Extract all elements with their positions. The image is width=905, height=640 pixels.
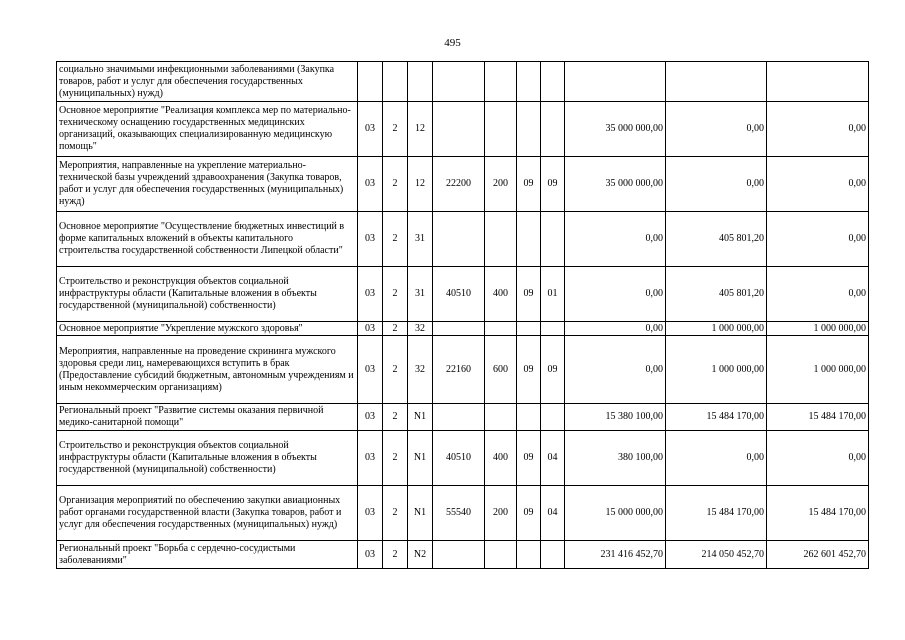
amount-cell: 1 000 000,00 — [666, 336, 767, 404]
code-cell: 03 — [358, 541, 383, 569]
amount-cell: 35 000 000,00 — [565, 157, 666, 212]
code-cell — [517, 541, 541, 569]
code-cell — [541, 212, 565, 267]
table-row — [57, 336, 869, 404]
code-cell: 40510 — [433, 267, 485, 322]
code-cell: 03 — [358, 404, 383, 431]
amount-cell: 0,00 — [565, 336, 666, 404]
row-name-cell: Строительство и реконструкция объектов социальной инфраструктуры области (Капитальные вложения в объекты государственной (муниципальной) собственности) — [57, 431, 358, 486]
code-cell: 22160 — [433, 336, 485, 404]
amount-cell: 1 000 000,00 — [767, 322, 869, 336]
code-cell: 2 — [383, 267, 408, 322]
code-cell — [541, 322, 565, 336]
code-cell: 600 — [485, 336, 517, 404]
code-cell — [433, 404, 485, 431]
code-cell: 03 — [358, 267, 383, 322]
code-cell: 200 — [485, 157, 517, 212]
code-cell: 03 — [358, 102, 383, 157]
code-cell: 09 — [517, 336, 541, 404]
amount-cell: 0,00 — [767, 267, 869, 322]
amount-cell: 15 484 170,00 — [767, 486, 869, 541]
code-cell — [383, 62, 408, 102]
code-cell: 09 — [517, 486, 541, 541]
code-cell — [517, 322, 541, 336]
code-cell: N1 — [408, 431, 433, 486]
amount-cell: 15 484 170,00 — [767, 404, 869, 431]
code-cell: 09 — [541, 336, 565, 404]
code-cell — [433, 541, 485, 569]
code-cell: 09 — [517, 157, 541, 212]
code-cell: 32 — [408, 322, 433, 336]
row-name-cell: Основное мероприятие "Реализация комплекса мер по материально-техническому оснащению государственных медицинских организаций, оказывающих специализированную медицинскую помощь" — [57, 102, 358, 157]
row-name-cell: Региональный проект "Развитие системы оказания первичной медико-санитарной помощи" — [57, 404, 358, 431]
row-name-cell: Основное мероприятие "Осуществление бюджетных инвестиций в форме капитальных вложений в объекты капитального строительства государственной собственности Липецкой области" — [57, 212, 358, 267]
code-cell: 2 — [383, 336, 408, 404]
code-cell — [485, 102, 517, 157]
amount-cell: 0,00 — [666, 102, 767, 157]
code-cell: 04 — [541, 431, 565, 486]
amount-cell: 1 000 000,00 — [767, 336, 869, 404]
amount-cell: 0,00 — [767, 102, 869, 157]
code-cell: 40510 — [433, 431, 485, 486]
amount-cell: 1 000 000,00 — [666, 322, 767, 336]
table-row — [57, 431, 869, 486]
table-row — [57, 62, 869, 102]
code-cell: 2 — [383, 404, 408, 431]
code-cell — [485, 322, 517, 336]
amount-cell: 15 484 170,00 — [666, 486, 767, 541]
page-number: 495 — [444, 37, 461, 49]
amount-cell: 405 801,20 — [666, 267, 767, 322]
code-cell: 09 — [517, 431, 541, 486]
code-cell: 03 — [358, 431, 383, 486]
amount-cell: 0,00 — [767, 157, 869, 212]
code-cell: 03 — [358, 336, 383, 404]
budget-table — [56, 61, 869, 569]
code-cell — [541, 102, 565, 157]
table-row — [57, 486, 869, 541]
code-cell: 31 — [408, 267, 433, 322]
table-row — [57, 267, 869, 322]
amount-cell: 214 050 452,70 — [666, 541, 767, 569]
code-cell: 2 — [383, 322, 408, 336]
row-name-cell: социально значимыми инфекционными заболеваниями (Закупка товаров, работ и услуг для обеспечения государственных (муниципальных) нужд) — [57, 62, 358, 102]
amount-cell: 15 380 100,00 — [565, 404, 666, 431]
code-cell — [541, 541, 565, 569]
row-name-cell: Региональный проект "Борьба с сердечно-сосудистыми заболеваниями" — [57, 541, 358, 569]
code-cell: 09 — [541, 157, 565, 212]
code-cell: 2 — [383, 102, 408, 157]
code-cell — [517, 212, 541, 267]
amount-cell: 405 801,20 — [666, 212, 767, 267]
row-name-cell: Организация мероприятий по обеспечению закупки авиационных работ органами государственной власти (Закупка товаров, работ и услуг для обеспечения государственных (муниципальных) нужд) — [57, 486, 358, 541]
code-cell: 400 — [485, 431, 517, 486]
code-cell — [485, 62, 517, 102]
row-name-cell: Строительство и реконструкция объектов социальной инфраструктуры области (Капитальные вложения в объекты государственной (муниципальной) собственности) — [57, 267, 358, 322]
code-cell — [517, 404, 541, 431]
row-name-cell: Мероприятия, направленные на проведение скрининга мужского здоровья среди лиц, намеревающихся вступить в брак (Предоставление субсидий бюджетным, автономным учреждениям и иным некоммерческим организациям) — [57, 336, 358, 404]
code-cell — [358, 62, 383, 102]
code-cell: N2 — [408, 541, 433, 569]
code-cell: 2 — [383, 157, 408, 212]
amount-cell: 15 484 170,00 — [666, 404, 767, 431]
amount-cell: 231 416 452,70 — [565, 541, 666, 569]
code-cell — [433, 212, 485, 267]
amount-cell: 15 000 000,00 — [565, 486, 666, 541]
table-row — [57, 322, 869, 336]
amount-cell: 0,00 — [565, 322, 666, 336]
code-cell: 2 — [383, 541, 408, 569]
code-cell: N1 — [408, 486, 433, 541]
code-cell: N1 — [408, 404, 433, 431]
amount-cell: 35 000 000,00 — [565, 102, 666, 157]
row-name-cell: Мероприятия, направленные на укрепление материально-технической базы учреждений здравоохранения (Закупка товаров, работ и услуг для обеспечения государственных (муниципальных) нужд) — [57, 157, 358, 212]
amount-cell: 0,00 — [666, 157, 767, 212]
code-cell: 04 — [541, 486, 565, 541]
code-cell: 09 — [517, 267, 541, 322]
code-cell — [485, 541, 517, 569]
table-row — [57, 102, 869, 157]
code-cell — [485, 404, 517, 431]
table-row — [57, 212, 869, 267]
amount-cell — [767, 62, 869, 102]
code-cell: 12 — [408, 157, 433, 212]
amount-cell: 380 100,00 — [565, 431, 666, 486]
row-name-cell: Основное мероприятие "Укрепление мужского здоровья" — [57, 322, 358, 336]
code-cell: 2 — [383, 431, 408, 486]
code-cell: 03 — [358, 322, 383, 336]
amount-cell: 0,00 — [767, 431, 869, 486]
code-cell — [541, 62, 565, 102]
code-cell — [485, 212, 517, 267]
code-cell: 03 — [358, 157, 383, 212]
code-cell: 22200 — [433, 157, 485, 212]
code-cell: 2 — [383, 212, 408, 267]
amount-cell: 0,00 — [565, 212, 666, 267]
code-cell: 12 — [408, 102, 433, 157]
code-cell — [517, 62, 541, 102]
code-cell: 32 — [408, 336, 433, 404]
code-cell — [541, 404, 565, 431]
code-cell: 03 — [358, 212, 383, 267]
code-cell — [433, 62, 485, 102]
code-cell: 31 — [408, 212, 433, 267]
amount-cell — [666, 62, 767, 102]
amount-cell: 0,00 — [666, 431, 767, 486]
amount-cell — [565, 62, 666, 102]
code-cell — [433, 102, 485, 157]
code-cell: 55540 — [433, 486, 485, 541]
code-cell — [433, 322, 485, 336]
table-row — [57, 157, 869, 212]
code-cell: 01 — [541, 267, 565, 322]
code-cell: 2 — [383, 486, 408, 541]
amount-cell: 0,00 — [565, 267, 666, 322]
amount-cell: 0,00 — [767, 212, 869, 267]
code-cell — [517, 102, 541, 157]
table-row — [57, 404, 869, 431]
code-cell: 200 — [485, 486, 517, 541]
code-cell: 400 — [485, 267, 517, 322]
amount-cell: 262 601 452,70 — [767, 541, 869, 569]
code-cell: 03 — [358, 486, 383, 541]
code-cell — [408, 62, 433, 102]
table-row — [57, 541, 869, 569]
